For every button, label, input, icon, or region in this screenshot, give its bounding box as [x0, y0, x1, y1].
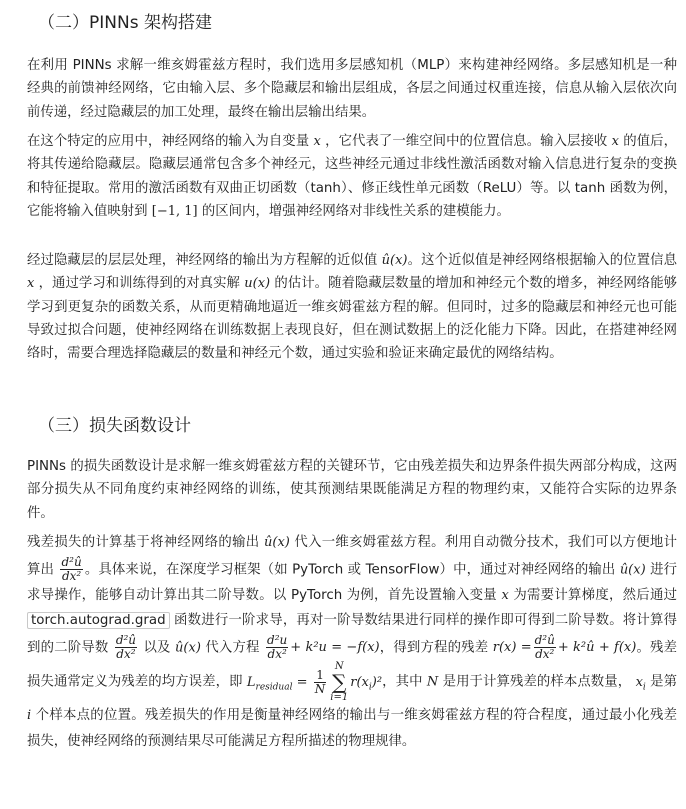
text-run: 经过隐藏层的层层处理，神经网络的输出为方程解的近似值: [27, 253, 382, 268]
math-uhat: û(x): [619, 562, 646, 577]
fraction-numerator: d²u: [267, 633, 288, 647]
loss-subscript: residual: [255, 682, 293, 693]
one-over-n-fraction: [314, 669, 327, 696]
index-subscript: i: [642, 682, 646, 693]
helmholtz-equation: [264, 633, 380, 661]
text-run: 函数进行一阶求导，再对一阶导数结果进行同样的操作即可得到二阶导数。将计算得到的二阶导数: [27, 613, 677, 655]
math-x: x: [635, 674, 643, 690]
fraction-denominator: N: [314, 681, 326, 696]
residual-equation: [492, 633, 637, 661]
text-run: 。残差损失通常定义为残差的均方误差，即: [27, 640, 678, 690]
text-run: ，通过学习和训练得到的对真实解: [34, 276, 245, 292]
second-derivative-fraction: [60, 556, 82, 583]
text-run: 的估计。随着隐藏层数量的增加和神经元个数的增多，神经网络能够学习到更复杂的函数关系，从而更精确地逼近一维亥姆霍兹方程的解。但同时，过多的隐藏层和神经元也可能导致过拟合问题，使神经网络在训练数据上表现良好，但在测试数据上的泛化能力下降。因此，在搭建神经网络时，需要合理选择隐藏层的数量和神经元个数，通过实验和验证来确定最优的网络结构。: [27, 276, 677, 362]
math-x: x: [501, 587, 509, 603]
text-run: ，其中: [382, 674, 427, 690]
math-i: i: [27, 708, 32, 723]
loss-symbol: L: [246, 674, 256, 690]
math-uhat: û(x): [381, 253, 408, 268]
sum-lower-limit: i=1: [330, 692, 349, 703]
math-uhat: û(x): [264, 535, 290, 550]
residual-term-end: )²: [371, 674, 383, 690]
section-3-heading: [38, 415, 191, 437]
text-run: 代入一维亥姆霍兹方程。利用自动微分技术，我们可以方便地计算出: [27, 535, 677, 577]
section-2-heading: [38, 12, 212, 34]
math-uhat: û(x): [175, 640, 201, 655]
text-run: ，它代表了一维空间中的位置信息。输入层接收: [320, 134, 612, 149]
section-2-paragraph-2: [27, 130, 677, 223]
fraction-numerator: 1: [314, 669, 327, 683]
fraction-denominator: dx²: [116, 646, 136, 661]
math-x: x: [27, 276, 35, 292]
summation-symbol: [330, 661, 348, 703]
section-3-paragraph-1: PINNs 的损失函数设计是求解一维亥姆霍兹方程的关键环节，它由残差损失和边界条件损失两部分构成，这两部分损失从不同角度约束神经网络的训练，使其预测结果既能满足方程的物理约束，又能符合实际的边界条件。: [27, 459, 677, 521]
equation-fraction: [266, 634, 288, 661]
text-run: 。这个近似值是神经网络根据输入的位置信息: [407, 253, 677, 268]
sigma-glyph: ∑: [332, 670, 347, 694]
section-2-paragraph-1: 在利用 PINNs 求解一维亥姆霍兹方程时，我们选用多层感知机（MLP）来构建神经网络。多层感知机是一种经典的前馈神经网络，它由输入层、多个隐藏层和输出层组成，各层之间通过权重连接，信息从输入层依次向前传递，经过隐藏层的加工处理，最终在输出层输出结果。: [27, 58, 677, 120]
fraction-numerator: d²û: [61, 554, 82, 569]
code-torch-autograd-grad: torch.autograd.grad: [27, 612, 170, 629]
text-run: 残差损失的计算基于将神经网络的输出: [27, 535, 264, 550]
math-N: N: [426, 674, 439, 690]
equation-rest: + k²u = −f(x): [290, 640, 380, 655]
fraction-denominator: dx²: [535, 647, 555, 661]
text-run: 代入方程: [200, 640, 265, 655]
fraction-numerator: d²û: [534, 633, 555, 647]
fraction-numerator: d²û: [115, 632, 137, 647]
math-x: x: [313, 134, 321, 149]
fraction-denominator: dx²: [61, 568, 82, 583]
sum-upper-limit: N: [334, 661, 344, 672]
fraction-denominator: dx²: [267, 647, 287, 661]
text-run: 为需要计算梯度，然后通过: [508, 587, 678, 603]
text-run: ，得到方程的残差: [379, 640, 493, 655]
math-u: u(x): [244, 276, 271, 292]
text-run: 的值后，将其传递给隐藏层。隐藏层通常包含多个神经元，这些神经元通过非线性激活函数对输入信息进行复杂的变换和特征提取。常用的激活函数有双曲正切函数（tanh）、修正线性单元函数（ReLU）等。以 tanh 函数为例，它能将输入值映射到: [27, 134, 677, 219]
equation-fraction: [534, 634, 556, 661]
text-run: 的区间内，增强神经网络对非线性关系的建模能力。: [197, 203, 510, 219]
equation-rest: + k²û + f(x): [557, 640, 637, 655]
section-3-paragraph-2: [27, 530, 677, 754]
math-xi: [635, 674, 646, 693]
text-run: 在这个特定的应用中，神经网络的输入为自变量: [27, 134, 314, 149]
text-run: 个样本点的位置。残差损失的作用是衡量神经网络的输出与一维亥姆霍兹方程的符合程度，通过最小化残差损失，使神经网络的预测结果尽可能满足方程所描述的物理规律。: [27, 708, 677, 749]
text-run: 是第: [645, 674, 677, 690]
second-derivative-fraction: [115, 634, 137, 661]
residual-loss-formula: [246, 661, 383, 703]
index-subscript: i: [368, 682, 372, 693]
equals-sign: =: [292, 674, 312, 690]
section-2-title: （二）PINNs 架构搭建: [38, 13, 212, 33]
section-3-title: （三）损失函数设计: [38, 416, 191, 436]
text-run: 以及: [139, 640, 176, 655]
section-2-paragraph-3: [27, 249, 677, 365]
residual-lhs: r(x) =: [492, 640, 532, 655]
math-x: x: [611, 134, 619, 149]
text-run: 。具体来说，在深度学习框架（如 PyTorch 或 TensorFlow）中，通过对神经网络的输出: [84, 562, 620, 577]
residual-term: r(x: [350, 674, 369, 690]
math-range: [−1, 1]: [151, 203, 198, 219]
text-run: 是用于计算残差的样本点数量，: [438, 674, 636, 690]
text-run: 进行求导操作，能够自动计算出其二阶导数。以 PyTorch 为例，首先设置输入变量: [27, 562, 677, 603]
